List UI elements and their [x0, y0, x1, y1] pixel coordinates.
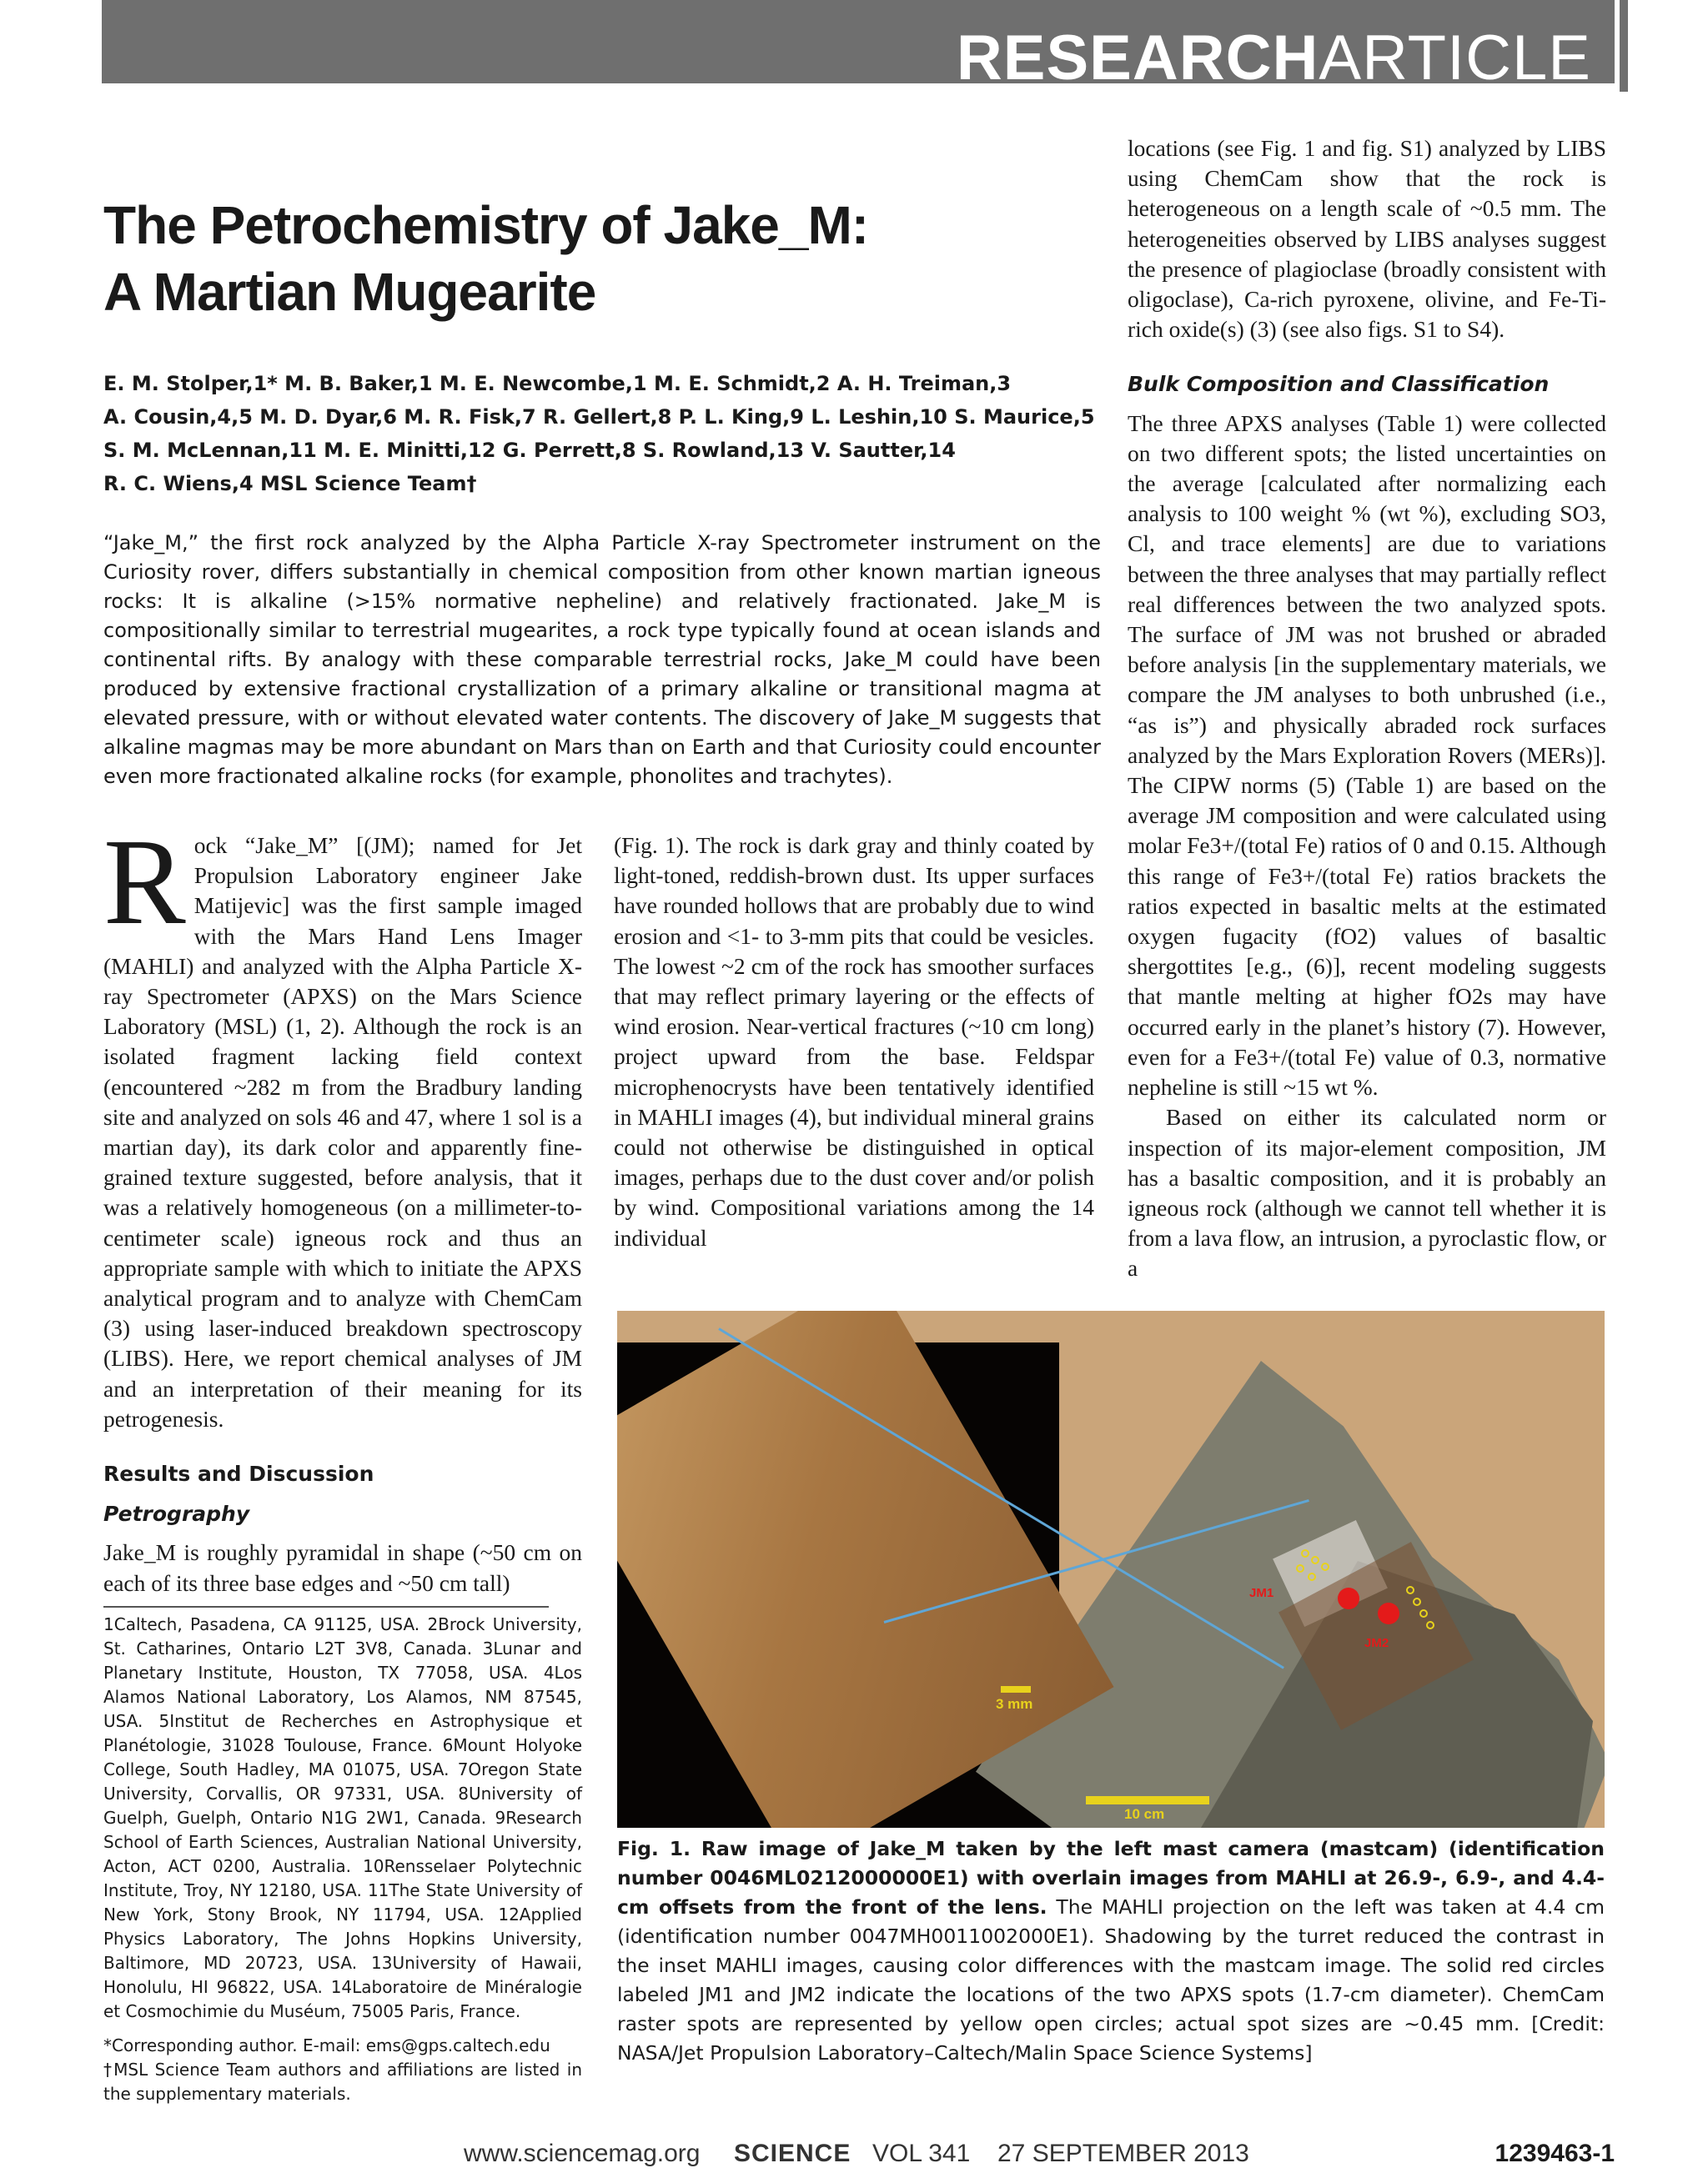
- affiliations: 1Caltech, Pasadena, CA 91125, USA. 2Brock University, St. Catharines, Ontario L2T 3V8, Canada. 3Lunar and Planetary Institute, Houston, TX 77058, USA. 4Los Alamos National Laboratory, Los Alamos, NM 87545, USA. 5Institut de Recherches en Astrophysique et Planétologie, 31028 Toulouse, France. 6Mount Holyoke College, South Hadley, MA 01075, USA. 7Oregon State University, Corvallis, OR 97331, USA. 8University of Guelph, Guelph, Ontario N1G 2W1, Canada. 9Research School of Earth Sciences, Australian National University, Acton, ACT 0200, Australia. 10Rensselaer Polytechnic Institute, Troy, NY 12180, USA. 11The State University of New York, Stony Brook, NY 11794, USA. 12Applied Physics Laboratory, The Johns Hopkins University, Baltimore, MD 20723, USA. 13University of Hawaii, Honolulu, HI 96822, USA. 14Laboratoire de Minéralogie et Cosmochimie du Muséum, 75005 Paris, France.: [103, 1614, 582, 2021]
- caption-text: The MAHLI projection on the left was taken at 4.4 cm (identification number 0047MH0011002000E1). Shadowing by the turret reduced the contrast in the inset MAHLI images, causing color differences with the mastcam image. The solid red circles labeled JM1 and JM2 indicate the locations of the two APXS spots (1.7-cm diameter). ChemCam raster spots are represented by yellow open circles; actual spot sizes are ~0.45 mm. [Credit: NASA/Jet Propulsion Laboratory–Caltech/Malin Space Science Systems]: [617, 1895, 1605, 2065]
- petrography-paragraph: Jake_M is roughly pyramidal in shape (~50 cm on each of its three base edges and ~50 cm tall): [103, 1539, 582, 1596]
- title-line-1: The Petrochemistry of Jake_M:: [103, 195, 869, 255]
- body-column-1: [103, 814, 582, 1598]
- apxs-spot-jm1: [1338, 1588, 1359, 1609]
- intro-paragraph: ock “Jake_M” [(JM); named for Jet Propulsion Laboratory engineer Jake Matijevic] was the first sample imaged with the Mars Hand Lens Imager (MAHLI) and analyzed with the Alpha Particle X-ray Spectrometer (APXS) on the Mars Science Laboratory (MSL) (1, 2). Although the rock is an isolated fragment lacking field context (encountered ~282 m from the Bradbury landing site and analyzed on sols 46 and 47, where 1 sol is a martian day), its dark color and apparently fine-grained texture suggested, before analysis, that it was a relatively homogeneous (on a millimeter-to-centimeter scale) igneous rock and thus an appropriate sample with which to initiate the APXS analytical program and to analyze with ChemCam (3) using laser-induced breakdown spectroscopy (LIBS). Here, we report chemical analyses of JM and an interpretation of their meaning for its petrogenesis.: [103, 832, 582, 1432]
- page-footer: [0, 2140, 1708, 2173]
- figure-1-caption: [617, 1834, 1605, 2068]
- chemcam-spot: [1308, 1573, 1316, 1581]
- author-list: [103, 367, 1096, 500]
- corresponding-author: *Corresponding author. E-mail: ems@gps.caltech.edu: [103, 2035, 550, 2055]
- scale-label-3mm: 3 mm: [996, 1696, 1033, 1712]
- authors-line-3: S. M. McLennan,11 M. E. Minitti,12 G. Perrett,8 S. Rowland,13 V. Sautter,14: [103, 439, 956, 462]
- subsection-heading-bulk-composition: Bulk Composition and Classification: [1128, 372, 1550, 397]
- chemcam-spot: [1413, 1598, 1421, 1606]
- authors-line-1: E. M. Stolper,1* M. B. Baker,1 M. E. Newcombe,1 M. E. Schmidt,2 A. H. Treiman,3: [103, 372, 1012, 395]
- header-rule: [1620, 0, 1628, 92]
- petrography-paragraph-continued: (Fig. 1). The rock is dark gray and thinly coated by light-toned, reddish-brown dust. Its upper surfaces have rounded hollows that are probably due to wind erosion and <1- to 3-mm pits that could be vesicles. The lowest ~2 cm of the rock has smoother surfaces that may reflect primary layering or the effects of wind erosion. Near-vertical fractures (~10 cm long) project upward from the base. Feldspar microphenocrysts have been tentatively identified in MAHLI images (4), but individual mineral grains could not otherwise be distinguished in optical images, perhaps due to the dust cover and/or polish by wind. Compositional variations among the 14 individual: [614, 832, 1094, 1251]
- scale-bar-10cm: [1086, 1796, 1209, 1804]
- team-note: †MSL Science Team authors and affiliations are listed in the supplementary materials.: [103, 2060, 582, 2104]
- footnote-rule: [103, 1606, 549, 1608]
- chemcam-spot: [1419, 1609, 1428, 1618]
- label-jm1: JM1: [1249, 1586, 1274, 1600]
- title-line-2: A Martian Mugearite: [103, 262, 596, 322]
- chemcam-spot: [1426, 1621, 1434, 1629]
- chemcam-spot: [1406, 1586, 1414, 1594]
- journal-url: www.sciencemag.org: [464, 2140, 701, 2167]
- chemcam-spot: [1321, 1563, 1329, 1571]
- section-heading-results: Results and Discussion: [103, 1462, 374, 1487]
- authors-line-2: A. Cousin,4,5 M. D. Dyar,6 M. R. Fisk,7 R. Gellert,8 P. L. King,9 L. Leshin,10 S. Maurice,5: [103, 405, 1095, 429]
- section-header: [957, 25, 1591, 92]
- section-header-light: ARTICLE: [1319, 23, 1591, 93]
- publication-date: 27 SEPTEMBER 2013: [997, 2140, 1249, 2167]
- label-jm2: JM2: [1364, 1636, 1389, 1650]
- petrography-paragraph-end: locations (see Fig. 1 and fig. S1) analyzed by LIBS using ChemCam show that the rock is heterogeneous on a length scale of ~0.5 mm. The heterogeneities observed by LIBS analyses suggest the presence of plagioclase (broadly consistent with oligoclase), Ca-rich pyroxene, olivine, and Fe-Ti-rich oxide(s) (3) (see also figs. S1 to S4).: [1128, 135, 1606, 343]
- chemcam-spot: [1311, 1556, 1319, 1564]
- figure-1-image: [617, 1311, 1605, 1828]
- apxs-spot-jm2: [1378, 1603, 1399, 1624]
- scale-bar-3mm: [1001, 1686, 1031, 1693]
- chemcam-spot: [1296, 1564, 1304, 1573]
- abstract: “Jake_M,” the first rock analyzed by the Alpha Particle X-ray Spectrometer instrument on the Curiosity rover, differs substantially in chemical composition from other known martian igneous rocks: It is alkaline (>15% normative nepheline) and relatively fractionated. Jake_M is compositionally similar to terrestrial mugearites, a rock type typically found at ocean islands and continental rifts. By analogy with these comparable terrestrial rocks, Jake_M could have been produced by extensive fractional crystallization of a primary alkaline or transitional magma at elevated pressure, with or without elevated water contents. The discovery of Jake_M suggests that alkaline magmas may be more abundant on Mars than on Earth and that Curiosity could encounter even more fractionated alkaline rocks (for example, phonolites and trachytes).: [103, 531, 1101, 788]
- scale-label-10cm: 10 cm: [1124, 1806, 1165, 1822]
- caption-bold: Fig. 1. Raw image of Jake_M taken by the left mast camera (mastcam) (identification number 0046ML0212000000E1) with overlain images from MAHLI at 26.9-, 6.9-, and 4.4-cm offsets from the front of the lens.: [617, 1837, 1605, 1919]
- journal-volume: VOL 341: [872, 2140, 971, 2167]
- authors-line-4: R. C. Wiens,4 MSL Science Team†: [103, 472, 477, 495]
- footnotes: [103, 1613, 582, 2116]
- bulk-composition-paragraph: The three APXS analyses (Table 1) were collected on two different spots; the listed uncertainties on the average [calculated after normalizing each analysis to 100 weight % (wt %), excluding SO3, Cl, and trace elements] are due to variations between the three analyses that may partially reflect real differences between the two analyzed spots. The surface of JM was not brushed or abraded before analysis [in the supplementary materials, we compare the JM analyses to both unbrushed (i.e., “as is”) and physically abraded rock surfaces analyzed by the Mars Exploration Rovers (MERs)]. The CIPW norms (5) (Table 1) are based on the average JM composition and were calculated using molar Fe3+/(total Fe) ratios of 0 and 0.15. Although this range of Fe3+/(total Fe) ratios brackets the ratios expected in basaltic melts at the estimated oxygen fugacity (fO2) values of basaltic shergottites [e.g., (6)], recent modeling suggests that mantle melting at higher fO2s may have occurred early in the planet’s history (7). However, even for a Fe3+/(total Fe) value of 0.3, normative nepheline is still ~15 wt %.: [1128, 409, 1606, 1101]
- section-header-bold: RESEARCH: [956, 23, 1319, 93]
- journal-name: SCIENCE: [734, 2140, 851, 2167]
- page-number: 1239463-1: [1494, 2140, 1615, 2167]
- body-column-2: [614, 831, 1094, 1253]
- subsection-heading-petrography: Petrography: [103, 1502, 250, 1527]
- drop-cap: R: [103, 814, 186, 951]
- classification-paragraph: Based on either its calculated norm or inspection of its major-element composition, JM has a basaltic composition, and it is probably an igneous rock (although we cannot tell whether it is from a lava flow, an intrusion, a pyroclastic flow, or a: [1128, 1104, 1606, 1282]
- body-column-3: [1128, 133, 1606, 1284]
- chemcam-spot: [1301, 1549, 1309, 1558]
- article-title: [103, 192, 1021, 325]
